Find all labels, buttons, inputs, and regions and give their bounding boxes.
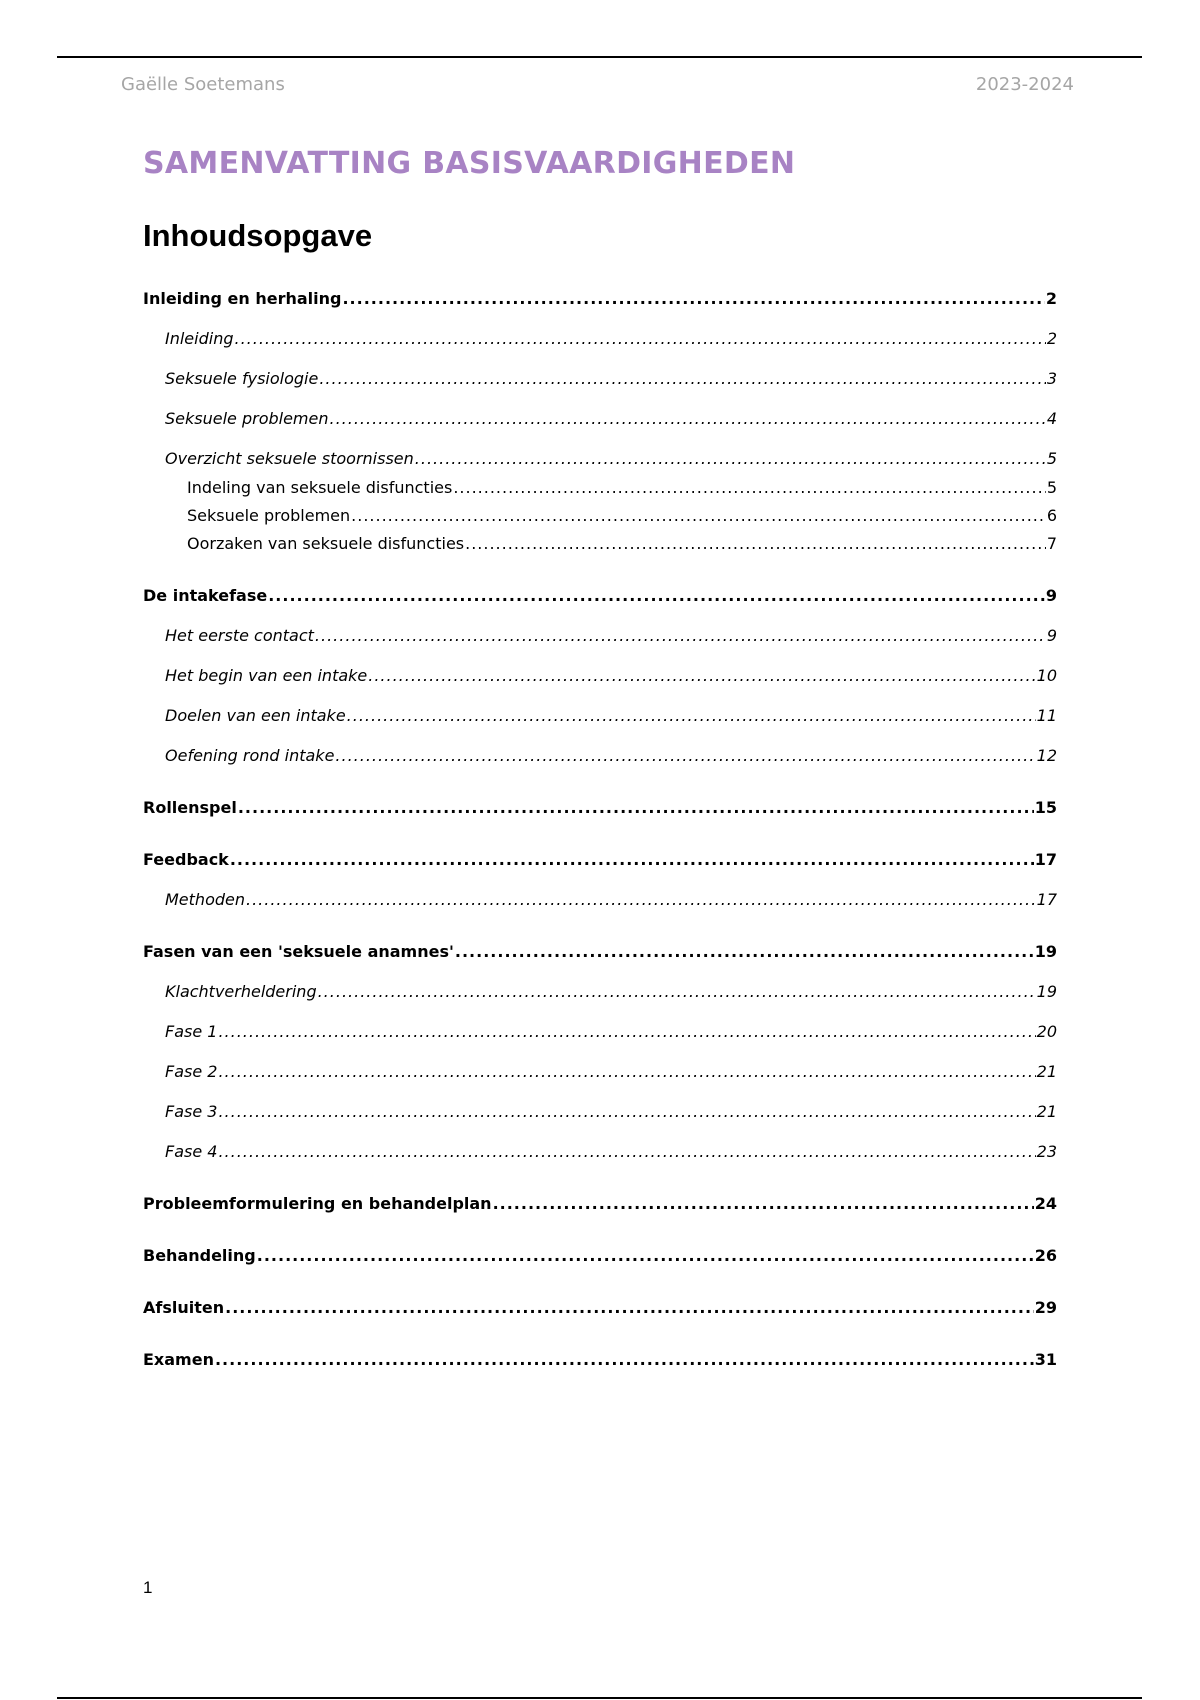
toc-entry-level-1[interactable] [143,584,1057,608]
toc-entry-level-1[interactable] [143,796,1057,820]
toc-entry-page: 12 [1036,746,1057,765]
toc-entry-title: Probleemformulering en behandelplan [143,1194,492,1213]
toc-entry-level-1[interactable] [143,940,1057,964]
toc-entry-title: Examen [143,1350,214,1369]
toc-entry-level-1[interactable] [143,1192,1057,1216]
toc-entry-page: 2 [1046,329,1057,348]
toc-entry-level-1[interactable] [143,1244,1057,1268]
toc-leader-dots [218,1100,1035,1124]
toc-entry-title: Rollenspel [143,798,237,817]
toc-entry-page: 24 [1034,1194,1057,1213]
toc-entry-page: 3 [1046,369,1057,388]
toc-entry-page: 10 [1036,666,1057,685]
toc-entry-level-3[interactable] [143,504,1057,528]
toc-entry-level-1[interactable] [143,1296,1057,1320]
toc-leader-dots [257,1244,1034,1268]
toc-leader-dots [246,888,1036,912]
toc-entry-level-2[interactable] [143,1100,1057,1124]
toc-entry-title: Indeling van seksuele disfuncties [187,478,453,497]
toc-leader-dots [315,624,1046,648]
toc-leader-dots [455,940,1034,964]
toc-entry-level-2[interactable] [143,888,1057,912]
document-title: SAMENVATTING BASISVAARDIGHEDEN [143,146,796,181]
toc-entry-title: Het eerste contact [165,626,314,645]
toc-entry-title: Behandeling [143,1246,256,1265]
toc-entry-level-2[interactable] [143,1140,1057,1164]
toc-leader-dots [347,704,1036,728]
toc-entry-level-3[interactable] [143,476,1057,500]
toc-entry-title: Fasen van een 'seksuele anamnes' [143,942,454,961]
toc-entry-page: 20 [1036,1022,1057,1041]
toc-entry-page: 6 [1046,506,1057,525]
toc-entry-title: Methoden [165,890,245,909]
toc-entry-title: Inleiding [165,329,234,348]
toc-entry-level-2[interactable] [143,980,1057,1004]
toc-leader-dots [318,980,1036,1004]
toc-entry-title: Afsluiten [143,1298,225,1317]
toc-leader-dots [335,744,1035,768]
toc-entry-title: Oorzaken van seksuele disfuncties [187,534,465,553]
header-author: Gaëlle Soetemans [121,74,285,95]
toc-entry-title: Klachtverheldering [165,982,317,1001]
toc-entry-level-2[interactable] [143,327,1057,351]
toc-entry-page: 29 [1034,1298,1057,1317]
header-rule [57,56,1142,58]
toc-entry-title: Het begin van een intake [165,666,368,685]
toc-leader-dots [225,1296,1034,1320]
toc-leader-dots [319,367,1046,391]
toc-entry-page: 26 [1034,1246,1057,1265]
toc-entry-level-1[interactable] [143,1348,1057,1372]
toc-entry-level-2[interactable] [143,407,1057,431]
header-year: 2023-2024 [975,74,1074,95]
toc-entry-page: 21 [1036,1102,1057,1121]
toc-entry-title: Oefening rond intake [165,746,335,765]
toc-entry-page: 17 [1034,850,1057,869]
toc-leader-dots [218,1020,1035,1044]
toc-entry-title: Seksuele fysiologie [165,369,319,388]
toc-entry-page: 9 [1046,626,1057,645]
toc-entry-page: 17 [1036,890,1057,909]
toc-leader-dots [351,504,1046,528]
toc-entry-title: Seksuele problemen [165,409,329,428]
toc-entry-title: Feedback [143,850,229,869]
footer-rule [57,1697,1142,1699]
toc-entry-level-2[interactable] [143,447,1057,471]
toc-entry-page: 9 [1045,586,1057,605]
toc-leader-dots [368,664,1035,688]
toc-leader-dots [453,476,1045,500]
toc-entry-page: 15 [1034,798,1057,817]
toc-entry-title: Fase 2 [165,1062,218,1081]
page-number: 1 [143,1578,153,1597]
toc-entry-level-2[interactable] [143,1020,1057,1044]
toc-entry-page: 11 [1036,706,1057,725]
toc-entry-level-2[interactable] [143,624,1057,648]
toc-leader-dots [230,848,1034,872]
toc-leader-dots [218,1060,1035,1084]
toc-entry-title: Fase 4 [165,1142,218,1161]
toc-entry-level-2[interactable] [143,744,1057,768]
toc-leader-dots [235,327,1046,351]
toc-entry-level-2[interactable] [143,1060,1057,1084]
toc-entry-page: 5 [1046,449,1057,468]
toc-leader-dots [415,447,1046,471]
toc-entry-page: 31 [1034,1350,1057,1369]
toc-entry-page: 2 [1045,289,1057,308]
toc-leader-dots [342,287,1044,311]
toc-entry-title: De intakefase [143,586,268,605]
toc-leader-dots [465,532,1046,556]
toc-leader-dots [238,796,1034,820]
toc-entry-page: 21 [1036,1062,1057,1081]
toc-leader-dots [218,1140,1035,1164]
toc-entry-level-1[interactable] [143,287,1057,311]
toc-leader-dots [493,1192,1034,1216]
toc-entry-title: Doelen van een intake [165,706,346,725]
toc-entry-title: Overzicht seksuele stoornissen [165,449,414,468]
toc-entry-page: 23 [1036,1142,1057,1161]
toc-entry-page: 7 [1046,534,1057,553]
toc-entry-title: Fase 3 [165,1102,218,1121]
toc-entry-page: 19 [1034,942,1057,961]
toc-entry-page: 4 [1046,409,1057,428]
toc-entry-level-2[interactable] [143,704,1057,728]
toc-entry-level-1[interactable] [143,848,1057,872]
toc-entry-level-2[interactable] [143,664,1057,688]
toc-leader-dots [330,407,1046,431]
toc-leader-dots [215,1348,1034,1372]
toc-entry-title: Seksuele problemen [187,506,351,525]
toc-entry-level-2[interactable] [143,367,1057,391]
toc-entry-page: 5 [1046,478,1057,497]
toc-leader-dots [268,584,1045,608]
toc-entry-page: 19 [1036,982,1057,1001]
toc-entry-title: Fase 1 [165,1022,218,1041]
toc-entry-title: Inleiding en herhaling [143,289,342,308]
toc-entry-level-3[interactable] [143,532,1057,556]
toc-heading: Inhoudsopgave [143,218,373,253]
